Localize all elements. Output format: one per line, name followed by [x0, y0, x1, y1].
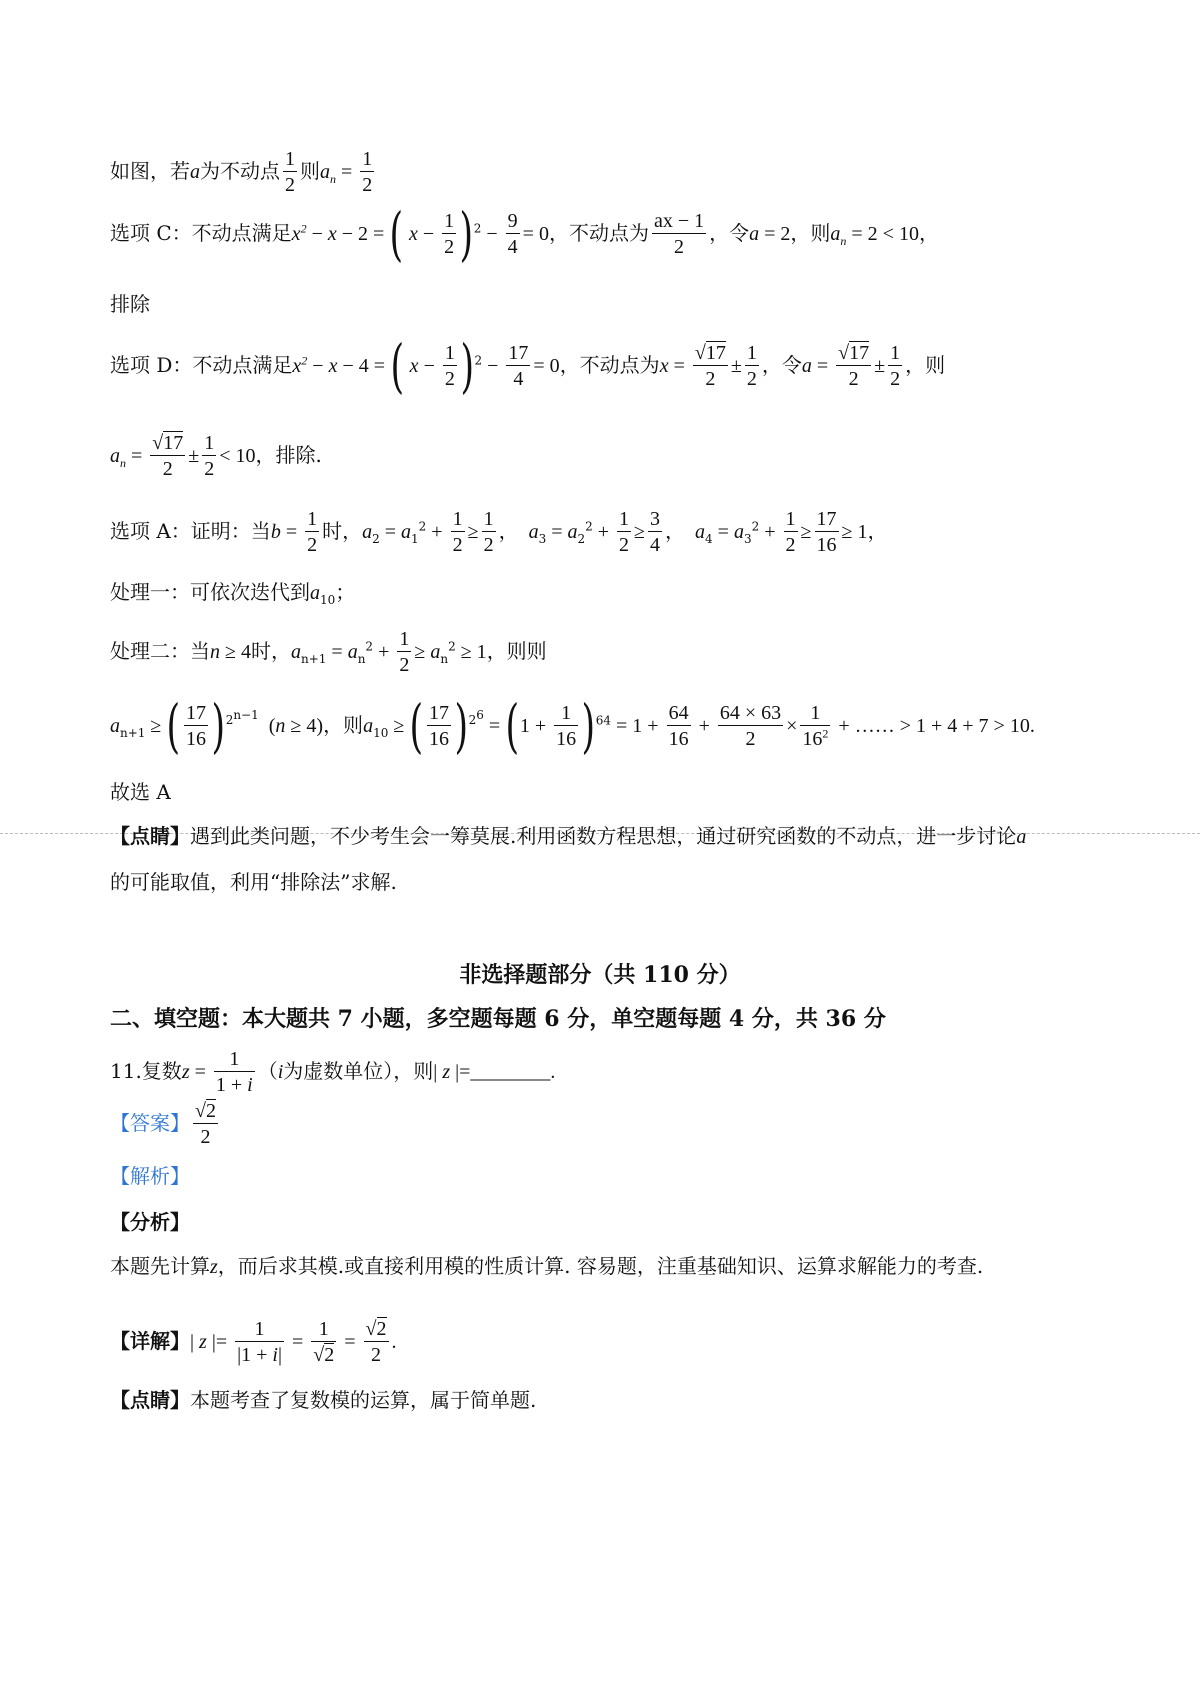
fenxi-tag: 【分析】	[110, 1210, 190, 1234]
answer-line: 【答案】 $\frac{√2}{2}$	[110, 1100, 216, 1148]
line-comment-1b: 的可能取值，利用“排除法”求解.	[110, 870, 397, 894]
line-option-a: 选项 A：证明：当b = $\frac{1}{2}$ 时，$a_2 = a_1^2$ + $\frac{1}{2}$ ≥ $\frac{1}{2}$ ， $a_3 = a_2^2$ + $\frac{1}{2}$ ≥ $\frac{3}{4}$ ， $a_4 = a_3^2$ + $\frac{1}{2}$ ≥ $\frac{17}{16}$ ≥ 1，	[110, 508, 888, 556]
line-option-d: 选项 D：不动点满足$x^2 - x - 4$ = ( x − $\frac{1}{2}$ )$^2$ − $\frac{17}{4}$ = 0，不动点为x = $\frac{√17}{2}$ ± $\frac{1}{2}$ ，令a = $\frac{√17}{2}$ ± $\frac{1}{2}$ ，则	[110, 332, 946, 401]
analysis-tag: 【解析】	[110, 1164, 190, 1188]
line-exclude: 排除	[110, 292, 150, 316]
line-comment-1: 【点睛】遇到此类问题，不少考生会一筹莫展.利用函数方程思想，通过研究函数的不动点，进一步讨论a	[110, 824, 1027, 848]
line-option-c: 选项 C：不动点满足$x^2 - x - 2$ = ( x − $\frac{1}{2}$ )$^2$ − $\frac{9}{4}$ = 0，不动点为 $\frac{ax - 1}{2}$ ，令a = 2，则$a_n = 2 < 10$，	[110, 200, 939, 269]
comment-2: 【点睛】本题考查了复数模的运算，属于简单题.	[110, 1388, 537, 1412]
line-an-d: $a_n$ = $\frac{√17}{2}$ ± $\frac{1}{2}$ < 10，排除.	[110, 432, 322, 480]
line-fixed-point: 如图，若a为不动点 $\frac{1}{2}$ 则$a_n$ = $\frac{1}{2}$	[110, 148, 373, 196]
question-11: 11.复数z = $\frac{1}{1 + i}$ （i为虚数单位），则| z |=________.	[110, 1048, 556, 1096]
line-choose-a: 故选 A	[110, 780, 171, 804]
section-title: 非选择题部分（共 110 分）	[459, 962, 741, 988]
detail-line: 【详解】| z |= $\frac{1}{|1 + i|}$ = $\frac{1}{√2}$ = $\frac{√2}{2}$ .	[110, 1318, 397, 1366]
line-process-2: 处理二：当n ≥ 4时，$a_{n+1} = a_n^2$ + $\frac{1}{2}$ ≥ $a_n^2 \ge 1$，则则	[110, 628, 547, 676]
fenxi-line: 本题先计算z，而后求其模.或直接利用模的性质计算. 容易题，注重基础知识、运算求解能力的考查.	[110, 1254, 984, 1278]
line-inequality-chain: $a_{n+1}$ ≥ ( $\frac{17}{16}$ )$^{2^{n-1}}$ (n ≥ 4)，则$a_{10}$ ≥ ( $\frac{17}{16}$ )$^{2^6}$ = (1 + $\frac{1}{16}$ )$^{64}$ = 1 + $\frac{64}{16}$ + $\frac{64 \times 63}{2}$ × $\frac{1}{16^2}$ + …… > 1 + 4 + 7 > 10.	[110, 692, 1035, 761]
line-process-1: 处理一：可依次迭代到$a_{10}$；	[110, 580, 356, 607]
section-heading: 二、填空题：本大题共 7 小题，多空题每题 6 分，单空题每题 4 分，共 36 分	[110, 1006, 886, 1032]
